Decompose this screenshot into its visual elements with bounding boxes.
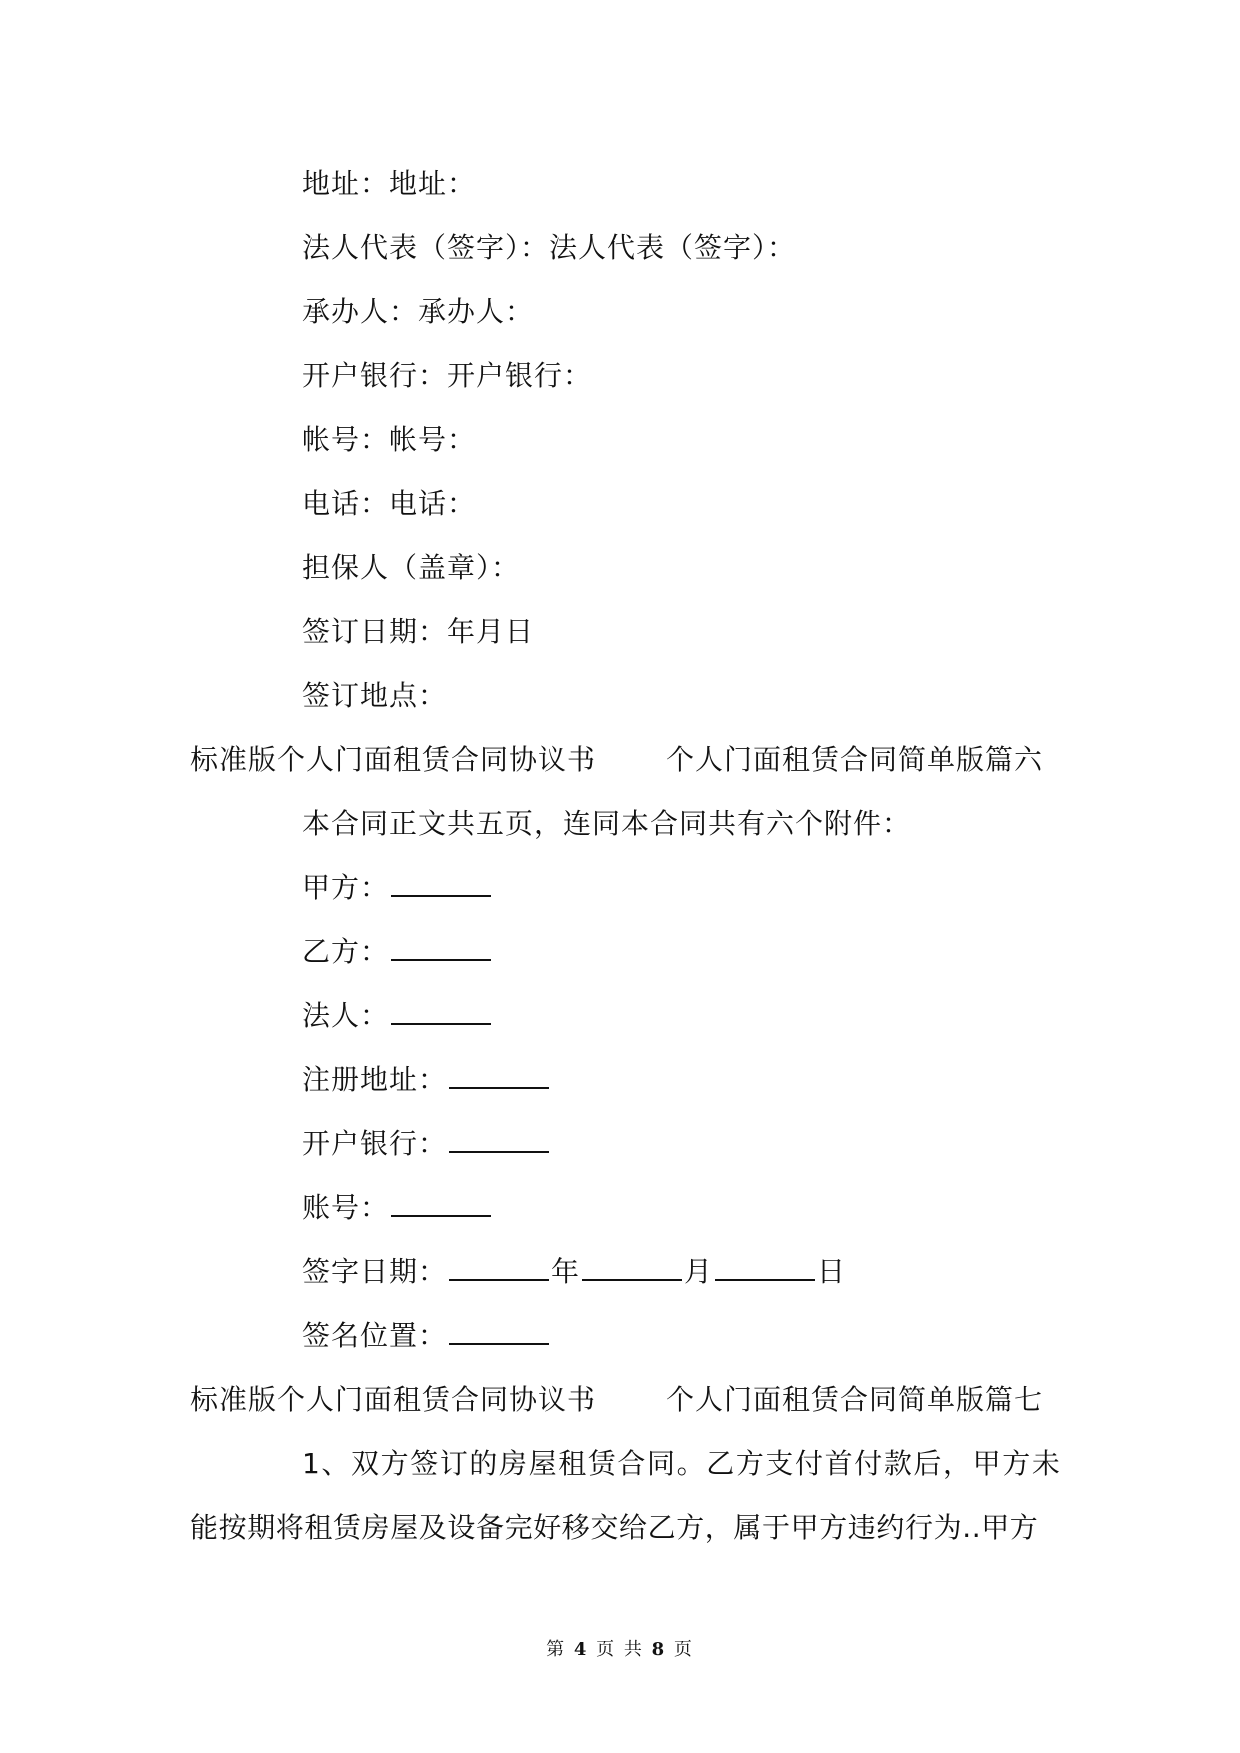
footer-prefix: 第 [546, 1639, 567, 1660]
footer-mid1: 页 [596, 1639, 617, 1660]
footer-suffix: 页 [673, 1639, 694, 1660]
legal-person-blank [391, 997, 491, 1025]
legal-rep-line: 法人代表（签字）：法人代表（签字）： [302, 231, 797, 264]
party-a-line [302, 868, 493, 908]
footer-mid2: 共 [623, 1639, 644, 1660]
bank6-line [302, 1124, 551, 1164]
intro-line: 本合同正文共五页，连同本合同共有六个附件： [302, 807, 912, 840]
paragraph-line-1: 1、双方签订的房屋租赁合同。乙方支付首付款后，甲方未 [302, 1447, 1062, 1480]
sign-date6-line [302, 1252, 846, 1292]
page-footer [0, 1638, 1240, 1662]
footer-current-page: 4 [573, 1639, 589, 1660]
address-line: 地址：地址： [302, 167, 477, 200]
footer-total-pages: 8 [651, 1639, 667, 1660]
heading7-right: 个人门面租赁合同简单版篇七 [666, 1383, 1044, 1416]
phone-line: 电话：电话： [302, 487, 477, 520]
paragraph-line-2: 能按期将租赁房屋及设备完好移交给乙方，属于甲方违约行为..甲方 [190, 1511, 1039, 1544]
handler-line: 承办人：承办人： [302, 295, 535, 328]
guarantor-line: 担保人（盖章）： [302, 551, 521, 584]
sign-date6-label: 签字日期： [302, 1255, 448, 1288]
bank6-blank [449, 1125, 549, 1153]
year-blank [449, 1253, 549, 1281]
heading6-left: 标准版个人门面租赁合同协议书 [190, 743, 597, 776]
bank-line: 开户银行：开户银行： [302, 359, 593, 392]
party-b-line [302, 932, 493, 972]
sign-position-line [302, 1316, 551, 1356]
heading7-left: 标准版个人门面租赁合同协议书 [190, 1383, 597, 1416]
reg-address-line [302, 1060, 551, 1100]
party-b-label: 乙方： [302, 935, 390, 968]
party-a-label: 甲方： [302, 871, 390, 904]
sign-place-line: 签订地点： [302, 679, 448, 712]
party-a-blank [391, 869, 491, 897]
sign-position-blank [449, 1317, 549, 1345]
month-label: 月 [684, 1255, 714, 1288]
legal-person-label: 法人： [302, 999, 390, 1032]
section-heading-6 [190, 740, 1043, 780]
account-line: 帐号：帐号： [302, 423, 477, 456]
sign-position-label: 签名位置： [302, 1319, 448, 1352]
sign-date-line: 签订日期：年月日 [302, 615, 535, 648]
section-heading-7 [190, 1380, 1043, 1420]
day-blank [715, 1253, 815, 1281]
account6-label: 账号： [302, 1191, 390, 1224]
heading6-right: 个人门面租赁合同简单版篇六 [666, 743, 1044, 776]
party-b-blank [391, 933, 491, 961]
year-label: 年 [551, 1255, 581, 1288]
reg-address-blank [449, 1061, 549, 1089]
day-label: 日 [817, 1255, 847, 1288]
reg-address-label: 注册地址： [302, 1063, 448, 1096]
legal-person-line [302, 996, 493, 1036]
bank6-label: 开户银行： [302, 1127, 448, 1160]
account6-line [302, 1188, 493, 1228]
account6-blank [391, 1189, 491, 1217]
month-blank [582, 1253, 682, 1281]
